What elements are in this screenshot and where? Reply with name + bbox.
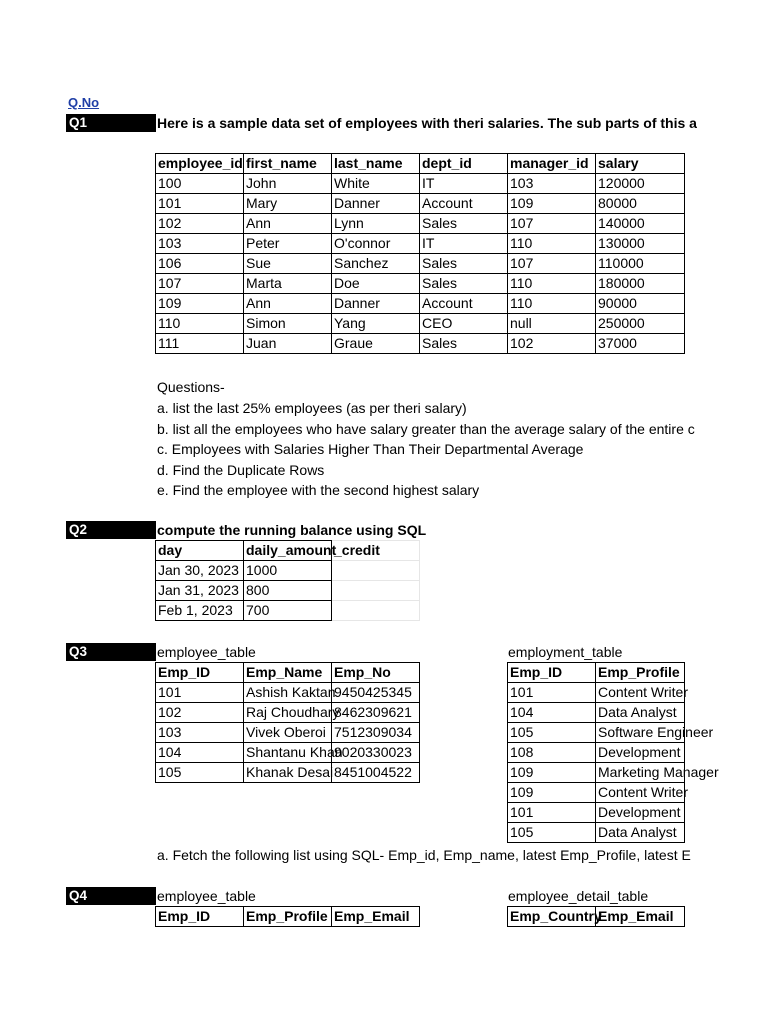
table-cell: Jan 31, 2023 [156,581,244,601]
table-cell: 103 [156,234,244,254]
table-cell: 104 [508,703,596,723]
table-cell: 100 [156,174,244,194]
table-cell: 130000 [596,234,685,254]
table-row [156,194,685,214]
q1-label: Q1 [66,114,156,132]
table-cell: Sales [420,254,508,274]
table-cell: Marketing Manager [596,763,685,783]
question-item: b. list all the employees who have salary greater than the average salary of the entire c [157,420,695,437]
table-cell: 105 [508,723,596,743]
column-header: Emp_No [332,663,420,683]
table-row [156,601,420,621]
table-cell: 105 [508,823,596,843]
table-cell: 106 [156,254,244,274]
column-header: Emp_Country [508,907,596,927]
table-cell [332,581,420,601]
table-cell: 111 [156,334,244,354]
question-item: e. Find the employee with the second highest salary [157,482,480,498]
table-header-row [156,663,420,683]
table-cell: 103 [156,723,244,743]
table-cell: Jan 30, 2023 [156,561,244,581]
q2-balance-table [155,540,420,621]
table-cell: Marta [244,274,332,294]
table-row [156,174,685,194]
table-cell: IT [420,174,508,194]
table-row [156,314,685,334]
table-cell: 9450425345 [332,683,420,703]
table-row [156,743,420,763]
table-cell: 102 [156,214,244,234]
table-cell [332,601,420,621]
table-row [508,703,685,723]
table-cell: 105 [156,763,244,783]
table-cell: 250000 [596,314,685,334]
q4-employee-table [155,906,420,927]
question-item: d. Find the Duplicate Rows [157,461,325,478]
table-row [508,723,685,743]
table-cell: Graue [332,334,420,354]
table-cell: Content Writer [596,683,685,703]
q3-label: Q3 [66,643,156,661]
column-header: Emp_Profile [244,907,332,927]
table-cell: 109 [156,294,244,314]
table-cell: 109 [508,783,596,803]
table-cell: Account [420,294,508,314]
column-header: Emp_ID [156,663,244,683]
table-row [156,723,420,743]
table-cell: Lynn [332,214,420,234]
table-cell: Ashish Kaktan [244,683,332,703]
table-cell: Account [420,194,508,214]
table-cell: 8462309621 [332,703,420,723]
table-cell: Sue [244,254,332,274]
q4-right-title: employee_detail_table [508,888,649,904]
table-header-row [508,907,685,927]
column-header: Emp_Email [332,907,420,927]
table-cell: John [244,174,332,194]
table-cell: 7512309034 [332,723,420,743]
table-row [156,683,420,703]
table-cell: Development [596,743,685,763]
table-cell: Development [596,803,685,823]
column-header: salary [596,154,685,174]
column-header: employee_id [156,154,244,174]
table-cell: 140000 [596,214,685,234]
q3-employment-table [507,662,719,843]
column-header: _credit [332,541,420,561]
table-cell: 110 [508,274,596,294]
q4-label: Q4 [66,887,156,905]
table-cell: 103 [508,174,596,194]
table-cell: 101 [156,683,244,703]
q3-right-title: employment_table [508,644,623,660]
table-cell: 109 [508,763,596,783]
column-header: Emp_Name [244,663,332,683]
table-cell: 110 [156,314,244,334]
table-cell: 109 [508,194,596,214]
question-item: a. list the last 25% employees (as per theri salary) [157,400,467,416]
table-row [156,581,420,601]
column-header: last_name [332,154,420,174]
table-cell: Doe [332,274,420,294]
table-row [508,743,685,763]
table-cell: 37000 [596,334,685,354]
table-cell: Software Engineer [596,723,685,743]
table-row [156,214,685,234]
table-cell: CEO [420,314,508,334]
column-header: Emp_Email [596,907,685,927]
q1-description: Here is a sample data set of employees with theri salaries. The sub parts of this a [157,115,697,131]
table-cell: Data Analyst [596,703,685,723]
q2-label: Q2 [66,521,156,539]
table-cell: Data Analyst [596,823,685,843]
table-cell: 120000 [596,174,685,194]
table-cell: Content Writer [596,783,685,803]
table-cell: IT [420,234,508,254]
table-cell: O'connor [332,234,420,254]
table-cell: Shantanu Khan [244,743,332,763]
q3-left-title: employee_table [157,644,256,660]
table-cell: Sales [420,214,508,234]
table-cell: 102 [156,703,244,723]
q4-left-title: employee_table [157,888,256,904]
table-header-row [156,907,420,927]
table-cell: 9020330023 [332,743,420,763]
table-row [508,763,685,783]
column-header: Emp_Profile [596,663,685,683]
question-item: c. Employees with Salaries Higher Than Their Departmental Average [157,441,584,457]
table-cell: Sales [420,274,508,294]
table-cell: 101 [508,683,596,703]
table-cell: Peter [244,234,332,254]
table-cell: 101 [156,194,244,214]
table-cell: Mary [244,194,332,214]
table-cell: 102 [508,334,596,354]
table-cell: Vivek Oberoi [244,723,332,743]
table-header-row [508,663,685,683]
table-cell: 1000 [244,561,332,581]
q4-employee-detail-table [507,906,685,927]
table-cell: 110 [508,234,596,254]
table-row [156,334,685,354]
q1-employees-table [155,153,685,354]
table-cell: Ann [244,214,332,234]
table-cell: 104 [156,743,244,763]
table-header-row [156,154,685,174]
table-row [508,803,685,823]
table-cell: Juan [244,334,332,354]
column-header: manager_id [508,154,596,174]
table-cell: 180000 [596,274,685,294]
table-cell: 700 [244,601,332,621]
table-cell: White [332,174,420,194]
table-cell: 800 [244,581,332,601]
table-cell: Raj Choudhary [244,703,332,723]
table-cell: 8451004522 [332,763,420,783]
table-cell: Ann [244,294,332,314]
column-header: dept_id [420,154,508,174]
table-row [156,274,685,294]
column-header: Emp_ID [156,907,244,927]
table-cell: 110 [508,294,596,314]
table-row [508,683,685,703]
column-header: day [156,541,244,561]
table-cell: Khanak Desai [244,763,332,783]
table-cell: 110000 [596,254,685,274]
table-cell: 108 [508,743,596,763]
q2-description: compute the running balance using SQL [157,522,427,538]
table-cell: 101 [508,803,596,823]
table-cell: null [508,314,596,334]
table-row [156,763,420,783]
table-cell: 107 [508,214,596,234]
table-row [156,294,685,314]
table-row [156,561,420,581]
table-cell: Danner [332,294,420,314]
column-header: Emp_ID [508,663,596,683]
table-row [156,234,685,254]
table-row [156,703,420,723]
table-cell: 107 [508,254,596,274]
q1-questions-heading: Questions- [157,379,225,395]
table-cell: Sales [420,334,508,354]
q3-employee-table [155,662,420,783]
table-cell: Yang [332,314,420,334]
qno-link[interactable]: Q.No [68,95,100,110]
table-cell: 107 [156,274,244,294]
table-cell: Simon [244,314,332,334]
table-cell: 90000 [596,294,685,314]
table-cell: Danner [332,194,420,214]
table-cell [332,561,420,581]
table-header-row [156,541,420,561]
table-cell: 80000 [596,194,685,214]
q3-question: a. Fetch the following list using SQL- Emp_id, Emp_name, latest Emp_Profile, latest E [157,847,691,863]
table-cell: Feb 1, 2023 [156,601,244,621]
table-row [508,783,685,803]
table-row [156,254,685,274]
column-header: first_name [244,154,332,174]
column-header: daily_amount [244,541,332,561]
table-row [508,823,685,843]
table-cell: Sanchez [332,254,420,274]
